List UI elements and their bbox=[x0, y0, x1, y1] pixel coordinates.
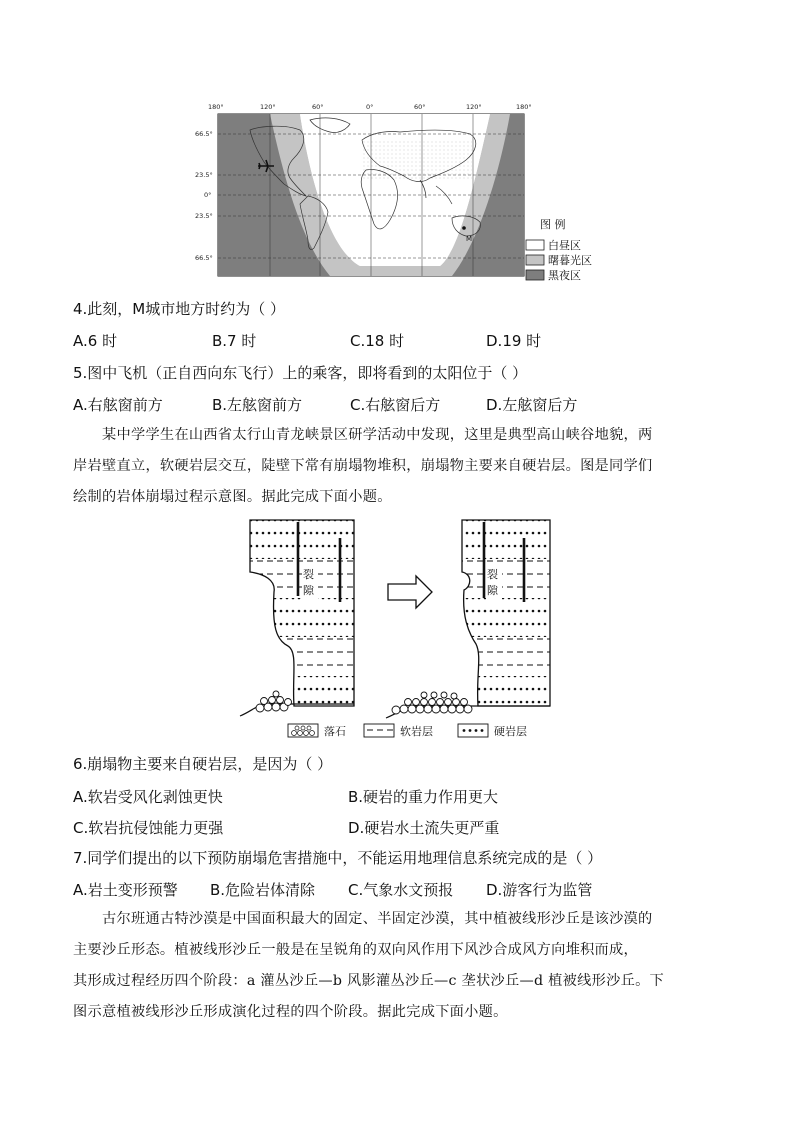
q6-option-b[interactable]: B.硬岩的重力作用更大 bbox=[348, 788, 499, 806]
lat-label: 66.5° bbox=[195, 254, 213, 262]
q4-option-a[interactable]: A.6 时 bbox=[73, 332, 118, 350]
q6-option-c[interactable]: C.软岩抗侵蚀能力更强 bbox=[73, 819, 224, 837]
lon-label: 180° bbox=[516, 103, 532, 111]
legend-label: 落石 bbox=[324, 725, 346, 738]
passage-line: 图示意植被线形沙丘形成演化过程的四个阶段。据此完成下面小题。 bbox=[73, 1004, 508, 1020]
q7-option-a[interactable]: A.岩土变形预警 bbox=[73, 881, 178, 899]
lon-label: 180° bbox=[208, 103, 224, 111]
lon-label: 60° bbox=[414, 103, 426, 111]
q4-option-c[interactable]: C.18 时 bbox=[350, 332, 405, 350]
question-6-stem: 6.崩塌物主要来自硬岩层，是因为（ ） bbox=[73, 755, 333, 773]
q7-option-c[interactable]: C.气象水文预报 bbox=[348, 881, 454, 899]
passage-line: 岸岩壁直立，软硬岩层交互，陡壁下常有崩塌物堆积，崩塌物主要来自硬岩层。图是同学们 bbox=[73, 458, 653, 474]
lon-label: 120° bbox=[260, 103, 276, 111]
crack-label: 隙 bbox=[303, 584, 314, 597]
q4-option-d[interactable]: D.19 时 bbox=[486, 332, 542, 350]
q7-option-b[interactable]: B.危险岩体清除 bbox=[210, 881, 316, 899]
legend-label: 曙暮光区 bbox=[548, 254, 592, 267]
q5-option-b[interactable]: B.左舷窗前方 bbox=[212, 396, 303, 414]
question-5-stem: 5.图中飞机（正自西向东飞行）上的乘客，即将看到的太阳位于（ ） bbox=[73, 364, 528, 382]
q7-option-d[interactable]: D.游客行为监管 bbox=[486, 881, 593, 899]
passage-2 bbox=[73, 904, 723, 1028]
passage-line: 某中学学生在山西省太行山青龙峡景区研学活动中发现，这里是典型高山峡谷地貌，两 bbox=[102, 427, 653, 443]
passage-line: 古尔班通古特沙漠是中国面积最大的固定、半固定沙漠，其中植被线形沙丘是该沙漠的 bbox=[102, 911, 653, 927]
question-4-stem: 4.此刻，M城市地方时约为（ ） bbox=[73, 300, 286, 318]
day-night-map bbox=[190, 100, 620, 288]
q5-option-d[interactable]: D.左舷窗后方 bbox=[486, 396, 578, 414]
q5-option-a[interactable]: A.右舷窗前方 bbox=[73, 396, 163, 414]
q6-option-a[interactable]: A.软岩受风化剥蚀更快 bbox=[73, 788, 223, 806]
passage-line: 绘制的岩体崩塌过程示意图。据此完成下面小题。 bbox=[73, 489, 392, 505]
legend-label: 白昼区 bbox=[548, 239, 581, 252]
lat-label: 23.5° bbox=[195, 212, 213, 220]
legend-label: 黑夜区 bbox=[548, 269, 581, 282]
rock-collapse-diagram bbox=[236, 516, 566, 742]
q4-option-b[interactable]: B.7 时 bbox=[212, 332, 257, 350]
passage-line: 主要沙丘形态。植被线形沙丘一般是在呈锐角的双向风作用下风沙合成风方向堆积而成， bbox=[73, 942, 639, 958]
rock-legend bbox=[288, 724, 527, 738]
crack-label: 隙 bbox=[487, 584, 498, 597]
q5-option-c[interactable]: C.右舷窗后方 bbox=[350, 396, 441, 414]
crack-label: 裂 bbox=[487, 568, 498, 581]
q6-option-d[interactable]: D.硬岩水土流失更严重 bbox=[348, 819, 500, 837]
question-7-stem: 7.同学们提出的以下预防崩塌危害措施中，不能运用地理信息系统完成的是（ ） bbox=[73, 849, 603, 867]
legend-label: 软岩层 bbox=[400, 725, 433, 738]
crack-label: 裂 bbox=[303, 568, 314, 581]
lat-label: 0° bbox=[204, 191, 212, 199]
process-arrow-icon bbox=[388, 576, 432, 608]
latitude-labels bbox=[195, 130, 213, 262]
lon-label: 60° bbox=[312, 103, 324, 111]
lat-label: 23.5° bbox=[195, 171, 213, 179]
lon-label: 0° bbox=[366, 103, 374, 111]
legend-label: 硬岩层 bbox=[494, 725, 527, 738]
rock-block-after bbox=[386, 516, 550, 718]
lon-label: 120° bbox=[466, 103, 482, 111]
passage-1 bbox=[73, 420, 723, 513]
legend-title: 图 例 bbox=[540, 218, 566, 231]
passage-line: 其形成过程经历四个阶段：a 灌丛沙丘—b 风影灌丛沙丘—c 垄状沙丘—d 植被线形沙丘。下 bbox=[73, 973, 665, 989]
rock-block-before bbox=[236, 516, 354, 716]
lat-label: 66.5° bbox=[195, 130, 213, 138]
longitude-labels bbox=[208, 103, 532, 111]
map-legend bbox=[526, 217, 592, 282]
city-marker-label: M bbox=[466, 235, 473, 243]
